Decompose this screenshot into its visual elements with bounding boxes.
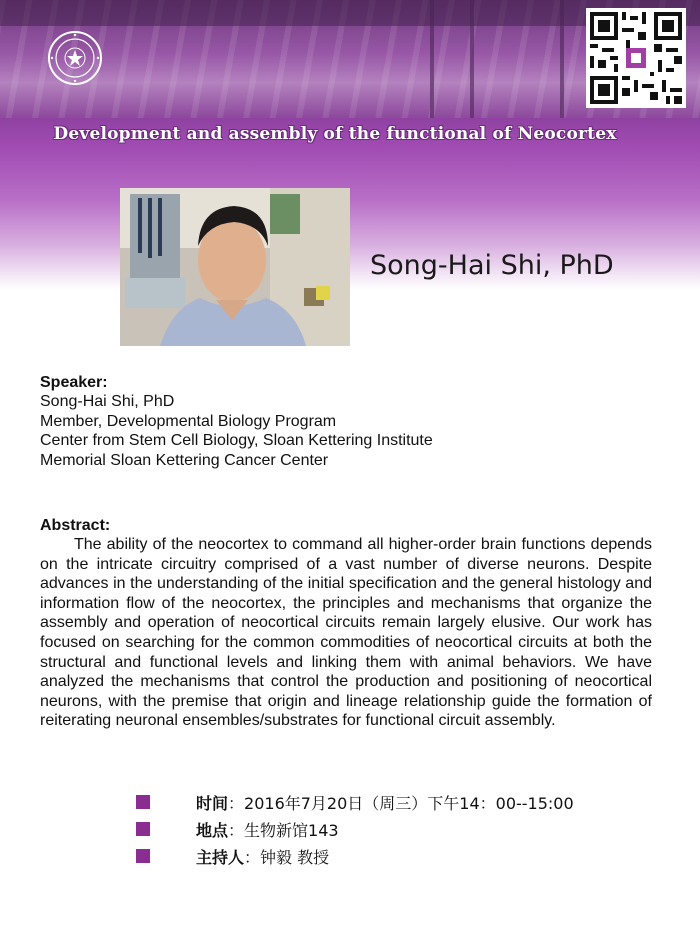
info-separator: ：	[244, 847, 261, 867]
speaker-section	[40, 373, 652, 470]
speaker-photo	[120, 188, 350, 346]
abstract-section	[40, 516, 652, 731]
square-bullet-icon	[136, 849, 150, 863]
speaker-name-heading: Song-Hai Shi, PhD	[370, 250, 614, 281]
info-label-time: 时间	[196, 793, 229, 813]
speaker-line-center: Center from Stem Cell Biology, Sloan Kettering Institute	[40, 432, 433, 449]
talk-title: Development and assembly of the functional of Neocortex	[53, 124, 617, 144]
square-bullet-icon	[136, 822, 150, 836]
info-separator: ：	[228, 793, 245, 813]
abstract-label: Abstract:	[40, 517, 111, 534]
speaker-label: Speaker:	[40, 374, 108, 391]
info-row-location	[136, 818, 339, 840]
info-label-host: 主持人	[196, 847, 245, 867]
info-value-host: 钟毅 教授	[260, 847, 330, 867]
speaker-line-institution: Memorial Sloan Kettering Cancer Center	[40, 451, 329, 469]
abstract-text: The ability of the neocortex to command all higher-order brain functions depends on the intricate circuitry comprised of a vast number of diverse neurons. Despite advances in the understanding of the initial specification and the general histology and information flow of the neocortex, the principles and mechanisms that organize the assembly and operation of neocortical circuits remain largely elusive. Our work has focused on searching for the common commodities of neocortical circuits at both the structural and functional levels and linking them with animal behaviors. We have analyzed the mechanisms that control the production and positioning of neocortical neurons, with the premise that origin and lineage relationship guide the formation of reiterating neuronal ensembles/substrates for functional circuit assembly.	[40, 536, 652, 730]
info-value-location: 生物新馆143	[244, 820, 339, 840]
info-value-time: 2016年7月20日（周三）下午14：00--15:00	[244, 793, 574, 813]
header-banner	[0, 0, 700, 290]
info-separator: ：	[228, 820, 245, 840]
info-row-time	[136, 791, 574, 813]
speaker-line-name: Song-Hai Shi, PhD	[40, 393, 175, 410]
qr-code-icon	[586, 8, 686, 108]
info-row-host	[136, 845, 329, 867]
university-seal-icon	[47, 30, 103, 86]
square-bullet-icon	[136, 795, 150, 809]
info-label-location: 地点	[196, 820, 229, 840]
speaker-line-position: Member, Developmental Biology Program	[40, 412, 337, 430]
